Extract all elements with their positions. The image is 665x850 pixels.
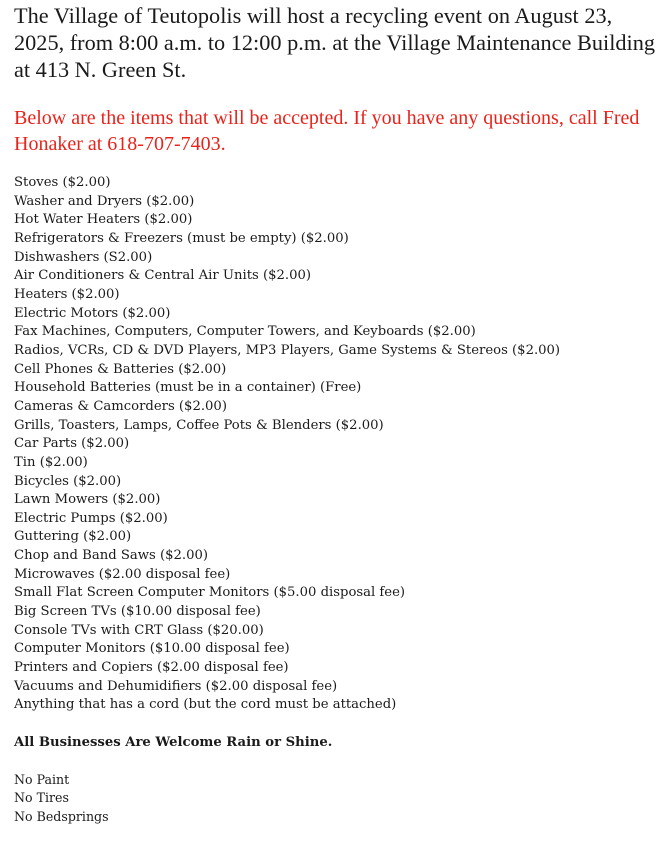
excluded-item: No Bedsprings: [14, 809, 109, 824]
accepted-item: Grills, Toasters, Lamps, Coffee Pots & Blenders ($2.00): [14, 417, 384, 433]
accepted-item: Guttering ($2.00): [14, 529, 132, 545]
accepted-items-list: [14, 174, 662, 715]
accepted-item: Heaters ($2.00): [14, 286, 120, 302]
accepted-item: Small Flat Screen Computer Monitors ($5.00 disposal fee): [14, 585, 406, 601]
accepted-item: Chop and Band Saws ($2.00): [14, 548, 209, 564]
accepted-item: Dishwashers (S2.00): [14, 249, 153, 265]
accepted-items-notice: Below are the items that will be accepted. If you have any questions, call Fred Honaker at 618-707-7403.: [14, 107, 640, 155]
flyer-document: [14, 2, 662, 827]
accepted-item: Microwaves ($2.00 disposal fee): [14, 566, 231, 582]
accepted-item: Printers and Copiers ($2.00 disposal fee): [14, 660, 289, 676]
accepted-item: Refrigerators & Freezers (must be empty) ($2.00): [14, 230, 349, 246]
accepted-item: Vacuums and Dehumidifiers ($2.00 disposal fee): [14, 678, 338, 694]
accepted-item: Lawn Mowers ($2.00): [14, 492, 161, 508]
accepted-item: Air Conditioners & Central Air Units ($2.00): [14, 268, 311, 284]
accepted-item: Console TVs with CRT Glass ($20.00): [14, 622, 264, 638]
accepted-item: Electric Motors ($2.00): [14, 305, 171, 321]
accepted-item: Cameras & Camcorders ($2.00): [14, 398, 227, 414]
businesses-welcome-note: All Businesses Are Welcome Rain or Shine.: [14, 735, 333, 751]
accepted-item: Washer and Dryers ($2.00): [14, 193, 195, 209]
accepted-item: Hot Water Heaters ($2.00): [14, 212, 193, 228]
accepted-item: Radios, VCRs, CD & DVD Players, MP3 Players, Game Systems & Stereos ($2.00): [14, 342, 561, 358]
accepted-item: Computer Monitors ($10.00 disposal fee): [14, 641, 290, 657]
excluded-items-list: [14, 771, 662, 827]
event-announcement: The Village of Teutopolis will host a recycling event on August 23, 2025, from 8:00 a.m. to 12:00 p.m. at the Village Maintenance Building at 413 N. Green St.: [14, 3, 656, 82]
accepted-item: Cell Phones & Batteries ($2.00): [14, 361, 227, 377]
excluded-item: No Tires: [14, 790, 69, 806]
accepted-item: Big Screen TVs ($10.00 disposal fee): [14, 604, 261, 620]
accepted-item: Anything that has a cord (but the cord must be attached): [14, 697, 397, 713]
accepted-item: Electric Pumps ($2.00): [14, 510, 168, 526]
accepted-item: Stoves ($2.00): [14, 175, 111, 190]
accepted-item: Household Batteries (must be in a container) (Free): [14, 380, 362, 396]
accepted-item: Car Parts ($2.00): [14, 436, 130, 452]
accepted-item: Fax Machines, Computers, Computer Towers, and Keyboards ($2.00): [14, 324, 476, 340]
accepted-item: Tin ($2.00): [14, 454, 88, 470]
accepted-item: Bicycles ($2.00): [14, 473, 122, 489]
excluded-item: No Paint: [14, 771, 70, 787]
